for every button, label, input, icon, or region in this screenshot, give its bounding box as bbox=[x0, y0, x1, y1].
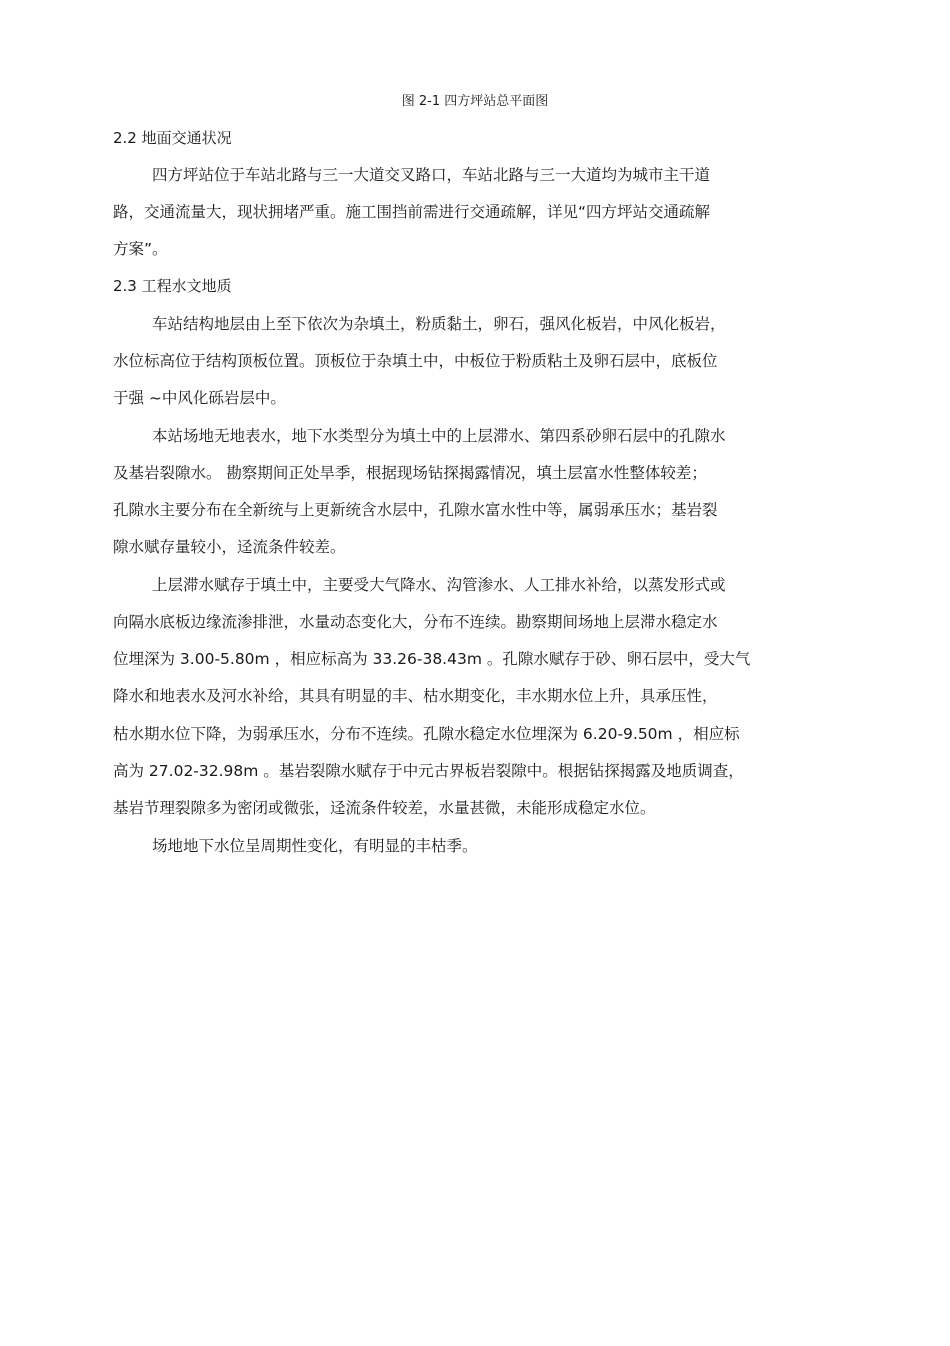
paragraph-line: 枯水期水位下降，为弱承压水，分布不连续。孔隙水稳定水位埋深为 6.20-9.50m ，相应标 bbox=[113, 725, 740, 743]
paragraph-line: 向隔水底板边缘流渗排泄，水量动态变化大，分布不连续。勘察期间场地上层滞水稳定水 bbox=[113, 613, 718, 631]
section-heading-hydrogeology: 2.3 工程水文地质 bbox=[113, 277, 232, 295]
paragraph-line: 路，交通流量大，现状拥堵严重。施工围挡前需进行交通疏解，详见“四方坪站交通疏解 bbox=[113, 203, 711, 221]
paragraph-line: 方案”。 bbox=[113, 240, 168, 258]
paragraph-line: 本站场地无地表水，地下水类型分为填土中的上层滞水、第四系砂卵石层中的孔隙水 bbox=[152, 427, 726, 445]
paragraph-line: 基岩节理裂隙多为密闭或微张，迳流条件较差，水量甚微，未能形成稳定水位。 bbox=[113, 799, 656, 817]
paragraph-line: 及基岩裂隙水。 勘察期间正处旱季，根据现场钻探揭露情况，填土层富水性整体较差； bbox=[113, 464, 707, 482]
figure-caption: 图 2-1 四方坪站总平面图 bbox=[401, 94, 549, 109]
paragraph-line: 高为 27.02-32.98m 。基岩裂隙水赋存于中元古界板岩裂隙中。根据钻探揭露及地质调查， bbox=[113, 762, 744, 780]
paragraph-line: 上层滞水赋存于填土中，主要受大气降水、沟管渗水、人工排水补给，以蒸发形式或 bbox=[152, 576, 726, 594]
paragraph-line: 隙水赋存量较小，迳流条件较差。 bbox=[113, 538, 346, 556]
paragraph-line: 孔隙水主要分布在全新统与上更新统含水层中，孔隙水富水性中等，属弱承压水；基岩裂 bbox=[113, 501, 718, 519]
paragraph-line: 降水和地表水及河水补给，其具有明显的丰、枯水期变化，丰水期水位上升，具承压性， bbox=[113, 687, 718, 705]
paragraph-line: 于强 ~中风化砾岩层中。 bbox=[113, 389, 286, 407]
paragraph-line: 位埋深为 3.00-5.80m ，相应标高为 33.26-38.43m 。孔隙水赋存于砂、卵石层中，受大气 bbox=[113, 650, 751, 668]
paragraph-line: 水位标高位于结构顶板位置。顶板位于杂填土中，中板位于粉质粘土及卵石层中，底板位 bbox=[113, 352, 718, 370]
section-heading-traffic: 2.2 地面交通状况 bbox=[113, 129, 232, 147]
paragraph-line: 四方坪站位于车站北路与三一大道交叉路口，车站北路与三一大道均为城市主干道 bbox=[152, 166, 711, 184]
paragraph-line: 车站结构地层由上至下依次为杂填土，粉质黏土，卵石，强风化板岩，中风化板岩， bbox=[152, 315, 726, 333]
paragraph-line: 场地地下水位呈周期性变化，有明显的丰枯季。 bbox=[152, 837, 478, 855]
